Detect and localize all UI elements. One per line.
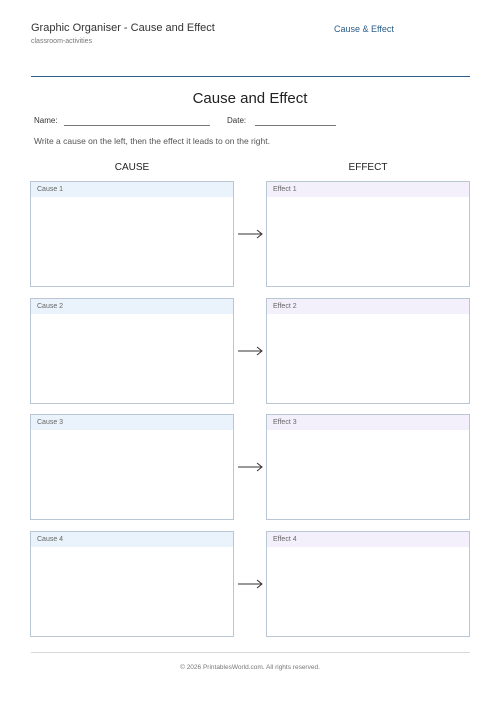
arrow-right-icon: [238, 229, 264, 239]
header-divider: [31, 76, 470, 77]
date-label: Date:: [227, 116, 247, 125]
cause-box-label: Cause 3: [31, 415, 233, 430]
effect-box-4[interactable]: [266, 531, 470, 637]
effect-box-2[interactable]: [266, 298, 470, 404]
worksheet-title: Cause and Effect: [192, 90, 308, 107]
effect-box-3[interactable]: [266, 414, 470, 520]
name-label: Name:: [34, 116, 58, 125]
arrow-right-icon: [238, 462, 264, 472]
effect-box-1[interactable]: [266, 181, 470, 287]
effect-box-label: Effect 1: [267, 182, 469, 197]
name-field[interactable]: [64, 125, 210, 126]
category-tag: classroom-activities: [31, 38, 93, 45]
date-field[interactable]: [255, 125, 336, 126]
cause-box-label: Cause 2: [31, 299, 233, 314]
effect-column-heading: EFFECT: [348, 162, 388, 173]
effect-box-label: Effect 2: [267, 299, 469, 314]
cause-column-heading: CAUSE: [114, 162, 150, 173]
cause-box-3[interactable]: [30, 414, 234, 520]
arrow-right-icon: [238, 579, 264, 589]
arrow-right-icon: [238, 346, 264, 356]
page-header: [31, 22, 471, 52]
cause-box-2[interactable]: [30, 298, 234, 404]
copyright-footer: © 2026 PrintablesWorld.com. All rights reserved.: [180, 664, 320, 671]
cause-box-4[interactable]: [30, 531, 234, 637]
cause-box-label: Cause 1: [31, 182, 233, 197]
footer-divider: [31, 652, 470, 653]
effect-box-label: Effect 3: [267, 415, 469, 430]
instructions: Write a cause on the left, then the effect it leads to on the right.: [34, 136, 270, 146]
category-link[interactable]: Cause & Effect: [334, 24, 394, 34]
cause-box-label: Cause 4: [31, 532, 233, 547]
cause-box-1[interactable]: [30, 181, 234, 287]
document-title: Graphic Organiser - Cause and Effect: [31, 22, 215, 34]
effect-box-label: Effect 4: [267, 532, 469, 547]
